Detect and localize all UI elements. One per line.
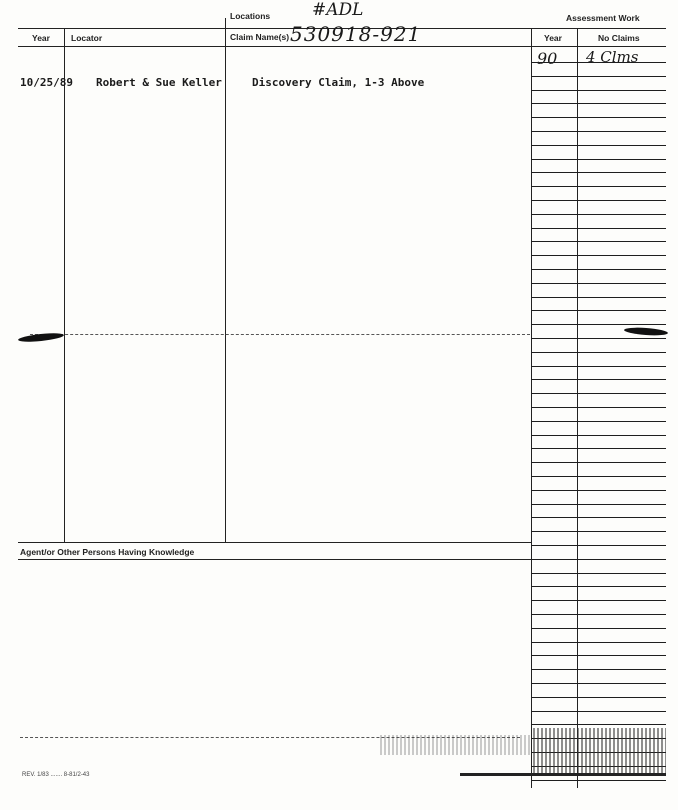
locations-handwritten: #ADL <box>312 0 364 20</box>
assessment-rule-line <box>531 600 666 601</box>
marker-blot-left <box>18 332 64 344</box>
assessment-rule-line <box>531 697 666 698</box>
assessment-rule-line <box>531 669 666 670</box>
fold-line <box>30 334 530 335</box>
scan-noise-mid <box>380 735 530 755</box>
assessment-rule-line <box>531 310 666 311</box>
assessment-rule-line <box>531 200 666 201</box>
bottom-heavy-rule <box>460 773 666 776</box>
assessment-rule-line <box>531 614 666 615</box>
assessment-rule-line <box>531 241 666 242</box>
assessment-rule-line <box>531 338 666 339</box>
assessment-rule-line <box>531 297 666 298</box>
assessment-rule-line <box>531 559 666 560</box>
divider-year-locator <box>64 28 65 542</box>
assessment-rule-line <box>531 76 666 77</box>
assessment-rule-line <box>531 545 666 546</box>
assessment-rule-line <box>531 145 666 146</box>
assessment-rule-line <box>531 324 666 325</box>
agent-top-rule <box>18 542 531 543</box>
agent-bottom-rule <box>18 559 531 560</box>
assessment-rule-line <box>531 379 666 380</box>
assessment-rule-line <box>531 517 666 518</box>
assessment-rule-line <box>531 490 666 491</box>
assessment-rule-line <box>531 352 666 353</box>
assessment-rule-line <box>531 476 666 477</box>
assessment-rule-line <box>531 628 666 629</box>
assessment-work-label: Assessment Work <box>566 13 640 23</box>
entry-claim: Discovery Claim, 1-3 Above <box>252 76 425 89</box>
footer-form-code: REV. 1/83 ....... 8-81/2-43 <box>22 772 90 778</box>
assessment-rule-line <box>531 573 666 574</box>
assessment-rule-line <box>531 683 666 684</box>
col-locator-header: Locator <box>71 33 103 43</box>
assessment-rule-line <box>531 214 666 215</box>
assessment-rule-line <box>531 421 666 422</box>
assessment-rule-line <box>531 117 666 118</box>
locations-label: Locations <box>230 11 271 21</box>
assessment-ruled-lines <box>531 0 666 810</box>
assessment-rule-line <box>531 159 666 160</box>
assessment-rule-line <box>531 255 666 256</box>
assessment-rule-line <box>531 172 666 173</box>
agent-label: Agent/or Other Persons Having Knowledge <box>20 547 195 557</box>
assess-year-header: Year <box>544 33 562 43</box>
assessment-rule-line <box>531 586 666 587</box>
assess-claims-header: No Claims <box>598 33 640 43</box>
assessment-rule-line <box>531 448 666 449</box>
assessment-rule-line <box>531 462 666 463</box>
entry-date: 10/25/89 <box>20 76 73 89</box>
assessment-rule-line <box>531 435 666 436</box>
assessment-rule-line <box>531 283 666 284</box>
assessment-rule-line <box>531 724 666 725</box>
assessment-rule-line <box>531 186 666 187</box>
divider-locator-claim <box>225 18 226 542</box>
assess-claims-handwritten: 4 Clms <box>586 48 639 66</box>
entry-locator: Robert & Sue Keller <box>96 76 222 89</box>
assessment-rule-line <box>531 131 666 132</box>
assessment-rule-line <box>531 393 666 394</box>
assessment-rule-line <box>531 711 666 712</box>
scan-noise-assessment <box>533 728 666 776</box>
assessment-rule-line <box>531 228 666 229</box>
assessment-rule-line <box>531 62 666 63</box>
col-year-header: Year <box>32 33 50 43</box>
assessment-rule-line <box>531 531 666 532</box>
assessment-rule-line <box>531 407 666 408</box>
assessment-rule-line <box>531 780 666 781</box>
assessment-rule-line <box>531 90 666 91</box>
col-claim-names-header: Claim Name(s) <box>230 32 290 42</box>
assessment-rule-line <box>531 103 666 104</box>
assessment-rule-line <box>531 269 666 270</box>
claim-number-handwritten: 530918-921 <box>290 22 422 46</box>
assess-year-handwritten: 90 <box>537 49 558 68</box>
assessment-rule-line <box>531 642 666 643</box>
assessment-rule-line <box>531 504 666 505</box>
assessment-rule-line <box>531 655 666 656</box>
assessment-rule-line <box>531 366 666 367</box>
